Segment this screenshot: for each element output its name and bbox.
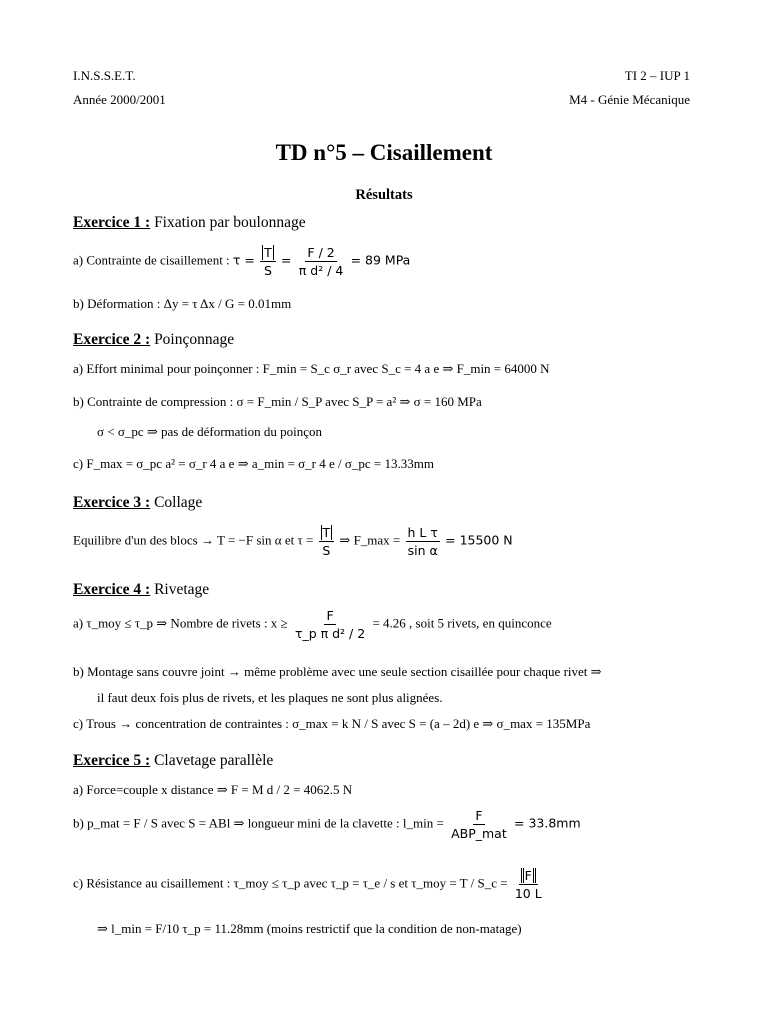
header-year: Année 2000/2001 xyxy=(73,92,166,107)
exercise-label: Exercice 5 : xyxy=(73,752,151,769)
ex2-line-c: c) F_max = σ_pc a² = σ_r 4 a e ⇒ a_min = σ_r 4 e / σ_pc = 13.33mm xyxy=(73,456,434,471)
frac-den: ABP_mat xyxy=(451,826,507,841)
header-school: I.N.S.S.E.T. xyxy=(73,68,136,83)
frac-den: 10 L xyxy=(514,886,542,901)
exercise-label: Exercice 4 : xyxy=(73,581,151,598)
header-class: TI 2 – IUP 1 xyxy=(624,68,690,83)
ex2-line-a: a) Effort minimal pour poinçonner : F_min = S_c σ_r avec S_c = 4 a e ⇒ F_min = 64000 N xyxy=(73,361,550,376)
page-subtitle: Résultats xyxy=(355,187,413,203)
exercise-label: Exercice 1 : xyxy=(73,214,151,231)
ex1-line-a: a) Contrainte de cisaillement : τ = $\frac{T}{S}$ = $\frac{F / 2}{\text{π d² / 4}}$ = 89 MPa xyxy=(73,245,411,278)
ex1-a-result: = 89 MPa xyxy=(350,252,411,268)
exercise-label: Exercice 3 : xyxy=(73,494,151,511)
page-title: TD n°5 – Cisaillement xyxy=(275,140,493,165)
ex1-line-b: b) Déformation : Δy = τ Δx / G = 0.01mm xyxy=(73,296,292,311)
fraction-T-S xyxy=(260,245,276,278)
frac-den: S xyxy=(264,263,272,278)
ex1-a-tau: τ = xyxy=(232,252,255,268)
exercise-topic: Clavetage parallèle xyxy=(154,752,274,769)
exercise-topic: Rivetage xyxy=(154,581,210,598)
ex5-line-a: a) Force=couple x distance ⇒ F = M d / 2 = 4062.5 N xyxy=(73,782,353,797)
ex4-a-result: = 4.26 , soit 5 rivets, en quinconce xyxy=(372,615,552,631)
frac-den: τ_p π d² / 2 xyxy=(294,626,366,641)
ex2-line-b: b) Contrainte de compression : σ = F_min / S_P avec S_P = a² ⇒ σ = 160 MPa xyxy=(73,394,482,409)
frac-num: T xyxy=(322,525,331,540)
frac-num: F xyxy=(521,868,536,883)
frac-den: π d² / 4 xyxy=(298,263,344,278)
fraction-T-S xyxy=(319,525,335,558)
exercise-4-heading xyxy=(73,581,209,599)
exercise-label: Exercice 2 : xyxy=(73,331,151,348)
ex3-result: = 15500 N xyxy=(445,532,513,548)
ex5-b-result: = 33.8mm xyxy=(514,815,581,831)
fraction-rivets xyxy=(293,608,367,641)
ex3-line xyxy=(73,525,513,558)
exercise-3-heading xyxy=(73,494,202,512)
exercise-5-heading xyxy=(73,752,273,770)
frac-num: F / 2 xyxy=(307,245,335,260)
exercise-topic: Fixation par boulonnage xyxy=(154,214,306,231)
exercise-topic: Collage xyxy=(154,494,203,511)
frac-num: T xyxy=(264,245,272,260)
ex4-line-b2: il faut deux fois plus de rivets, et les plaques ne sont plus alignées. xyxy=(97,690,443,705)
frac-den: sin α xyxy=(407,543,438,558)
fraction-F-10L xyxy=(513,868,544,901)
header-module: M4 - Génie Mécanique xyxy=(569,92,690,107)
fraction-lmin xyxy=(449,808,509,841)
frac-num: F xyxy=(326,608,334,623)
ex4-line-c: c) Trous → concentration de contraintes : σ_max = k N / S avec S = (a – 2d) e ⇒ σ_max = 135MPa xyxy=(73,716,591,731)
ex5-b-text: b) p_mat = F / S avec S = ABl ⇒ longueur mini de la clavette : l_min = xyxy=(73,815,444,831)
exercise-1-heading xyxy=(73,214,306,232)
ex4-line-a xyxy=(73,608,552,641)
ex5-line-c xyxy=(73,868,546,901)
frac-num: h L τ xyxy=(407,525,438,540)
fraction-F2-pid xyxy=(297,245,346,278)
exercise-2-heading xyxy=(73,331,234,349)
ex5-line-b xyxy=(73,808,581,841)
frac-num: F xyxy=(475,808,483,823)
frac-den: S xyxy=(322,543,331,558)
ex2-line-b2: σ < σ_pc ⇒ pas de déformation du poinçon xyxy=(97,424,323,439)
ex5-c-text: c) Résistance au cisaillement : τ_moy ≤ τ_p avec τ_p = τ_e / s et τ_moy = T / S_c = xyxy=(73,875,508,891)
ex1-a-text: a) Contrainte de cisaillement : xyxy=(73,252,230,268)
exercise-topic: Poinçonnage xyxy=(154,331,235,348)
fraction-hLtau-sin xyxy=(406,525,440,558)
ex4-line-b1: b) Montage sans couvre joint → même problème avec une seule section cisaillée pour chaque rivet ⇒ xyxy=(73,664,602,679)
ex4-a-text: a) τ_moy ≤ τ_p ⇒ Nombre de rivets : x ≥ xyxy=(73,615,288,631)
ex3-text: Equilibre d'un des blocs → T = −F sin α et τ = xyxy=(73,532,314,548)
ex3-mid: ⇒ F_max = xyxy=(339,532,401,548)
ex5-line-c2: ⇒ l_min = F/10 τ_p = 11.28mm (moins restrictif que la condition de non-matage) xyxy=(97,921,522,936)
